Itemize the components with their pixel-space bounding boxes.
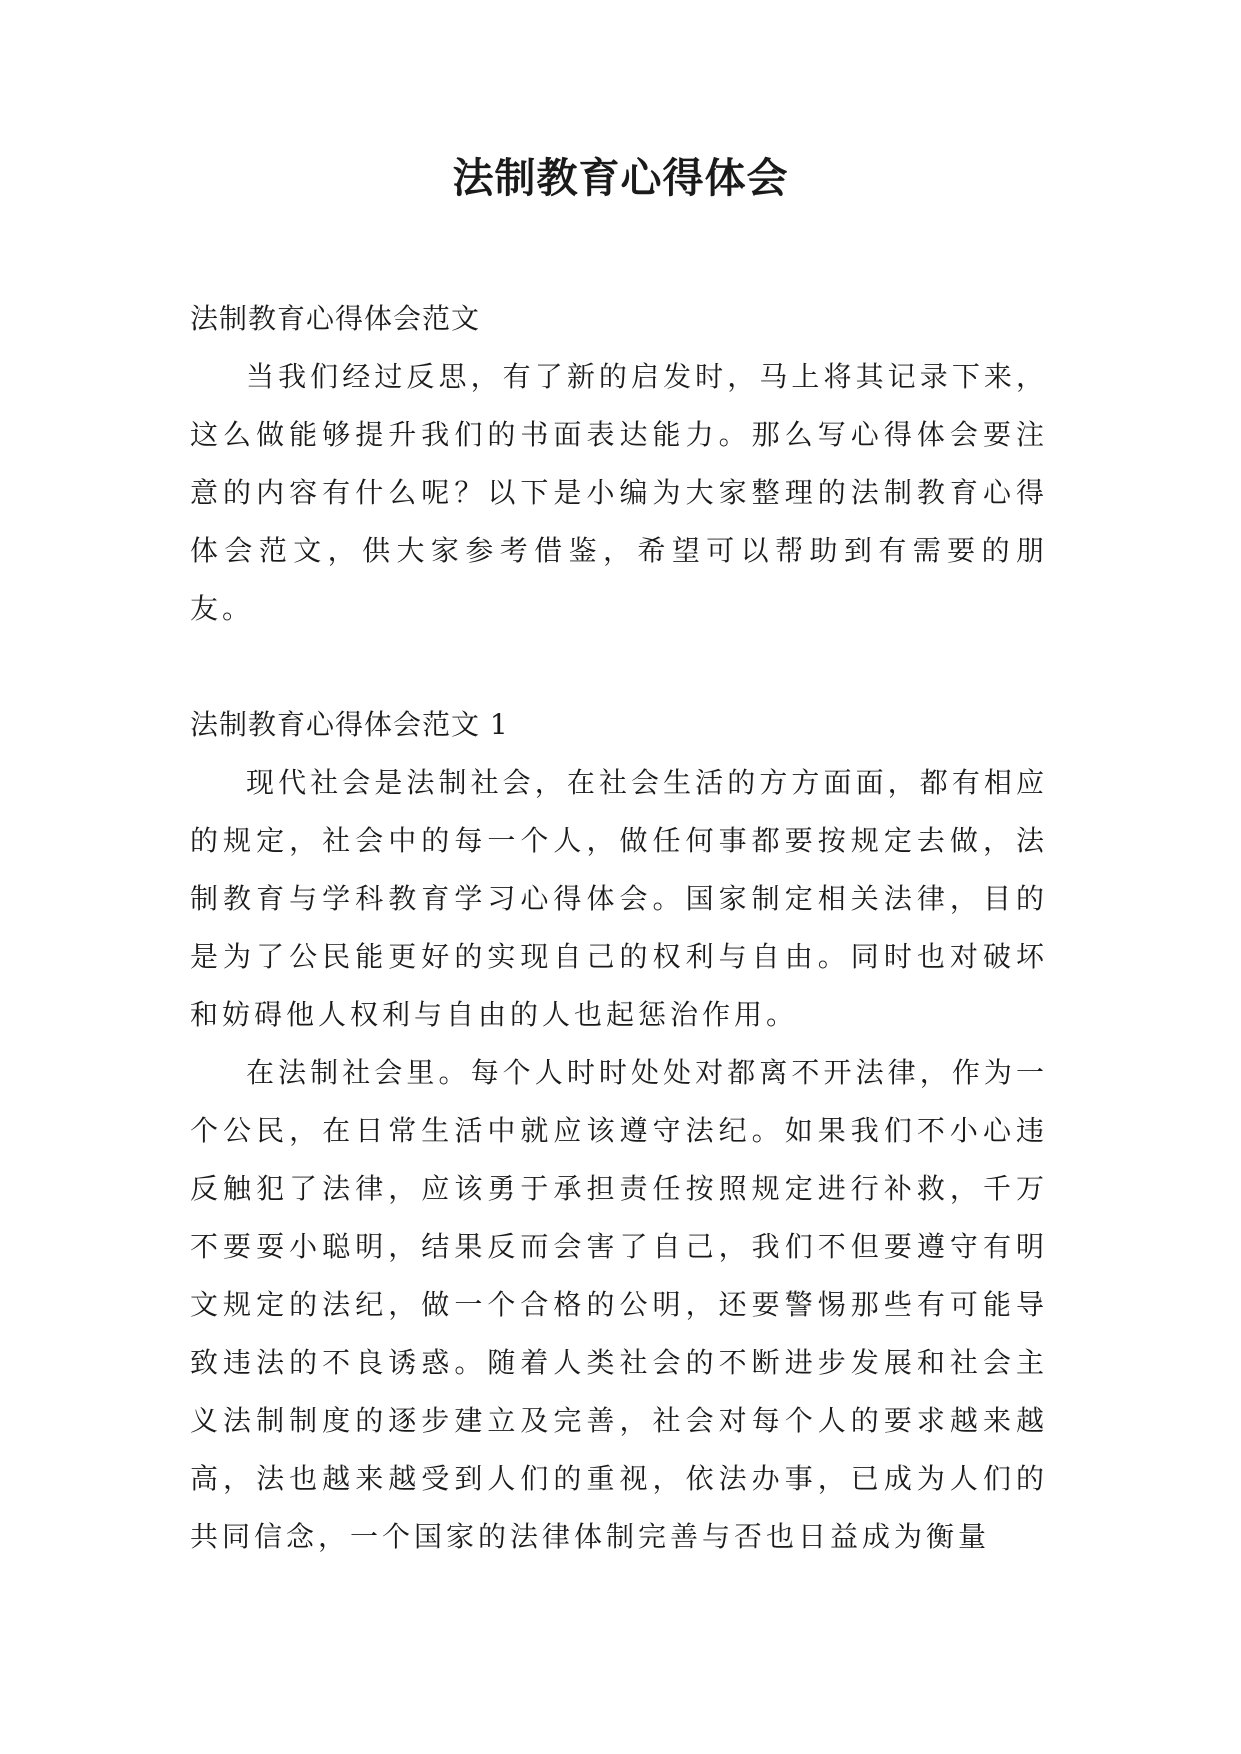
section1-paragraph-2: 在法制社会里。每个人时时处处对都离不开法律，作为一个公民，在日常生活中就应该遵守法纪。如果我们不小心违反触犯了法律，应该勇于承担责任按照规定进行补救，千万不要耍小聪明，结果反而会害了自己，我们不但要遵守有明文规定的法纪，做一个合格的公明，还要警惕那些有可能导致违法的不良诱惑。随着人类社会的不断进步发展和社会主义法制制度的逐步建立及完善，社会对每个人的要求越来越高，法也越来越受到人们的重视，依法办事，已成为人们的共同信念，一个国家的法律体制完善与否也日益成为衡量 xyxy=(190,1056,1048,1553)
section1-paragraph-1: 现代社会是法制社会，在社会生活的方方面面，都有相应的规定，社会中的每一个人，做任何事都要按规定去做，法制教育与学科教育学习心得体会。国家制定相关法律，目的是为了公民能更好的实现自己的权利与自由。同时也对破坏和妨碍他人权利与自由的人也起惩治作用。 xyxy=(190,766,1048,1031)
section-spacer xyxy=(190,638,1048,696)
section1-heading: 法制教育心得体会范文 1 xyxy=(190,708,509,741)
document-body xyxy=(190,290,1048,1566)
intro-heading: 法制教育心得体会范文 xyxy=(190,302,481,335)
intro-paragraph: 当我们经过反思，有了新的启发时，马上将其记录下来，这么做能够提升我们的书面表达能力。那么写心得体会要注意的内容有什么呢？以下是小编为大家整理的法制教育心得体会范文，供大家参考借鉴，希望可以帮助到有需要的朋友。 xyxy=(190,360,1048,625)
document-title: 法制教育心得体会 xyxy=(452,154,789,202)
